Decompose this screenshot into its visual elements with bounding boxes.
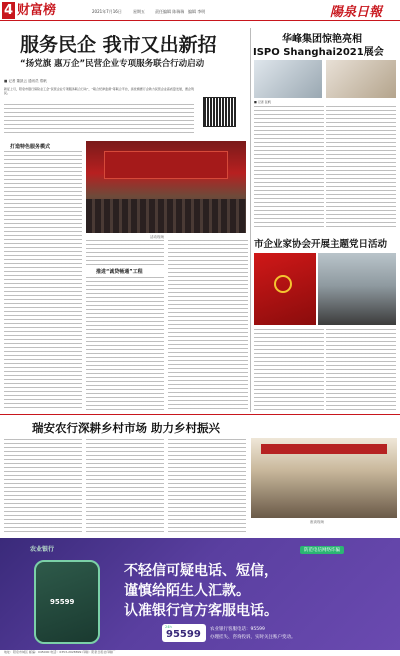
- stage-banner: [104, 151, 228, 179]
- header-rule: [0, 20, 400, 21]
- rural-photo-caption: 座谈现场: [310, 520, 324, 524]
- phone-illustration: [34, 560, 100, 644]
- sub2-text: [86, 277, 164, 411]
- rural-text-2: [86, 439, 164, 534]
- lead-photo-caption: 活动现场: [150, 235, 164, 239]
- section-name: 财富榜: [17, 3, 57, 18]
- ispo-text-2: [326, 106, 396, 230]
- anti-fraud-ad: [0, 538, 400, 650]
- qr-code: [203, 97, 236, 127]
- ispo-photo-1: [254, 60, 322, 98]
- hotline-number: 95599: [166, 629, 201, 640]
- party-text: [254, 329, 324, 411]
- lead-text-col2: [86, 240, 164, 266]
- lead-text-col3: [168, 240, 248, 411]
- ad-line-3: 认准银行官方客服电话。: [124, 603, 278, 619]
- ad-line-2: 谨慎给陌生人汇款。: [124, 583, 250, 599]
- ad-line-1: 不轻信可疑电话、短信，: [124, 563, 278, 579]
- lead-byline: ■ 记者 董凯云 通讯员 郑帆: [4, 79, 47, 83]
- fraud-tag: 防范电信网络诈骗: [300, 546, 344, 554]
- hotline-note-2: 办理挂失、咨询投诉，实时关注账户变动。: [210, 635, 296, 640]
- card-number: 95599: [50, 598, 75, 606]
- audience: [86, 199, 246, 233]
- rural-text-1: [4, 439, 82, 534]
- designer: 编辑 李明: [188, 9, 206, 14]
- lead-photo: [86, 141, 246, 233]
- ispo-title: 华峰集团惊艳亮相: [282, 34, 362, 45]
- hotline-label: 24h: [165, 625, 172, 629]
- party-photo-flag: [254, 253, 316, 325]
- ispo-title2: ISPO Shanghai2021展会: [253, 47, 384, 58]
- sub2-title: 推进“诚贷畅通”工程: [96, 269, 143, 275]
- issue-weekday: 星期五: [133, 9, 145, 14]
- sub1-title: 打造特色服务模式: [10, 144, 51, 150]
- issue-date: 2021年7月16日: [92, 9, 122, 14]
- lead-title: 服务民企 我市又出新招: [20, 34, 217, 56]
- lead-subtitle: “扬党旗 惠万企”民营企业专项服务联合行动启动: [20, 59, 205, 69]
- page-number: 4: [3, 3, 14, 18]
- hotline-box: [162, 624, 206, 642]
- party-photo-group: [318, 253, 396, 325]
- ispo-photo-2: [326, 60, 396, 98]
- ispo-text: [254, 106, 324, 230]
- rural-text-3: [168, 439, 246, 534]
- bank-logo: 农业银行: [30, 546, 55, 553]
- hammer-sickle-icon: [274, 275, 292, 293]
- masthead-logo: 陽泉日報: [330, 5, 383, 20]
- rural-photo: [251, 438, 397, 518]
- hotline-note-1: 农业银行客服电话：95599: [210, 627, 265, 632]
- section-rule: [0, 414, 400, 415]
- rural-banner: [261, 444, 387, 454]
- rural-title: 瑞安农行深耕乡村市场 助力乡村振兴: [32, 421, 221, 435]
- footer-info: 地址：阳泉市城区 邮编：045000 电话：0353-2028899 印刷：阳泉日报社印刷厂: [4, 650, 116, 654]
- ispo-byline: ■ 记者 张帆: [254, 100, 271, 104]
- lead-intro-text: [4, 104, 194, 134]
- editor: 责任编辑 陈瑞瑞: [155, 9, 185, 14]
- sub1-text: [4, 151, 82, 411]
- lead-intro: 新征上月，阳泉市银行保险业工会“民营企业专项服务联合行动”，“联合纪律监督”等联合平台，扬党旗惠万企助力民营企业高质量发展，惠企利民。: [4, 87, 194, 96]
- party-text-2: [326, 329, 396, 411]
- column-divider: [250, 28, 251, 412]
- party-title: 市企业家协会开展主题党日活动: [254, 239, 388, 250]
- page-header: [0, 0, 400, 22]
